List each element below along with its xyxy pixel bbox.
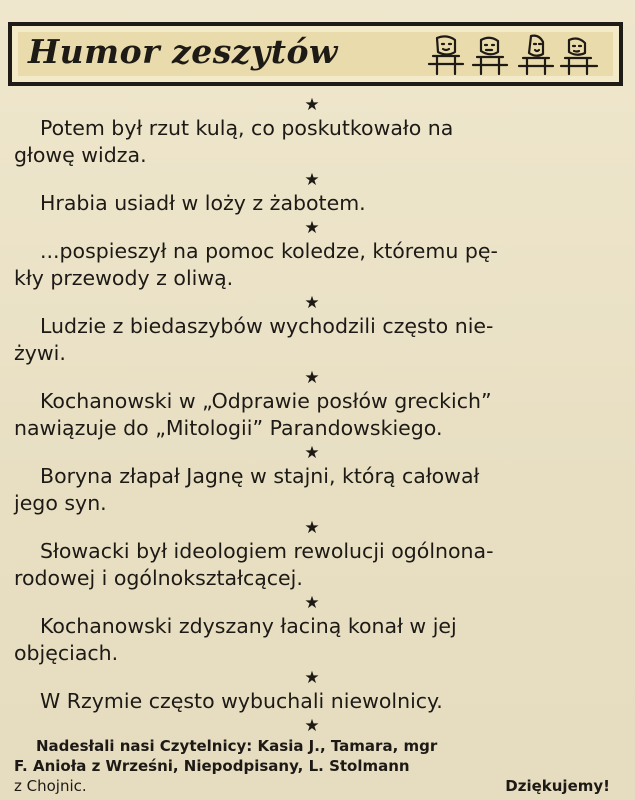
joke-line: rodowej i ogólnokształcącej. [14, 566, 303, 590]
joke-line: kły przewody z oliwą. [14, 266, 234, 290]
joke-line: Słowacki był ideologiem rewolucji ogólnona- [40, 539, 494, 563]
star-separator: ★ [304, 368, 320, 388]
joke-item [14, 238, 610, 292]
star-separator: ★ [304, 170, 320, 190]
column-title: Humor zeszytów [28, 32, 338, 71]
star-separator: ★ [304, 518, 320, 538]
joke-line: głowę widza. [14, 143, 147, 167]
joke-line: Kochanowski zdyszany łaciną konał w jej [40, 614, 457, 638]
jokes-list [14, 96, 610, 796]
joke-item [14, 688, 610, 715]
joke-line: jego syn. [14, 491, 107, 515]
star-separator: ★ [304, 668, 320, 688]
star-separator: ★ [304, 293, 320, 313]
star-separator: ★ [304, 443, 320, 463]
joke-line: Ludzie z biedaszybów wychodzili często nie- [40, 314, 494, 338]
joke-line: Boryna złapał Jagnę w stajni, którą całował [40, 464, 480, 488]
students-illustration-icon [423, 32, 601, 78]
joke-line: Kochanowski w „Odprawie posłów greckich” [40, 389, 492, 413]
credits-line: F. Anioła z Wrześni, Niepodpisany, L. Stolmann [14, 757, 410, 775]
joke-item [14, 388, 610, 442]
column-header [8, 22, 623, 86]
joke-item [14, 463, 610, 517]
joke-line: ...pospieszył na pomoc koledze, któremu pę- [40, 239, 498, 263]
joke-line: Potem był rzut kulą, co poskutkowało na [40, 116, 454, 140]
joke-item [14, 190, 610, 217]
credits-line-last [14, 776, 610, 796]
joke-line: żywi. [14, 341, 66, 365]
star-separator: ★ [304, 218, 320, 238]
credits [14, 736, 610, 796]
joke-line: Hrabia usiadł w loży z żabotem. [40, 191, 366, 215]
joke-line: nawiązuje do „Mitologii” Parandowskiego. [14, 416, 443, 440]
star-separator: ★ [304, 95, 320, 115]
credits-line: Nadesłali nasi Czytelnicy: Kasia J., Tamara, mgr [36, 737, 438, 755]
joke-item [14, 115, 610, 169]
star-separator: ★ [304, 716, 320, 736]
joke-item [14, 313, 610, 367]
joke-item [14, 613, 610, 667]
joke-line: W Rzymie często wybuchali niewolnicy. [40, 689, 443, 713]
joke-item [14, 538, 610, 592]
star-separator: ★ [304, 593, 320, 613]
thanks-text: Dziękujemy! [505, 777, 610, 795]
credits-city: z Chojnic. [14, 777, 87, 795]
joke-line: objęciach. [14, 641, 119, 665]
